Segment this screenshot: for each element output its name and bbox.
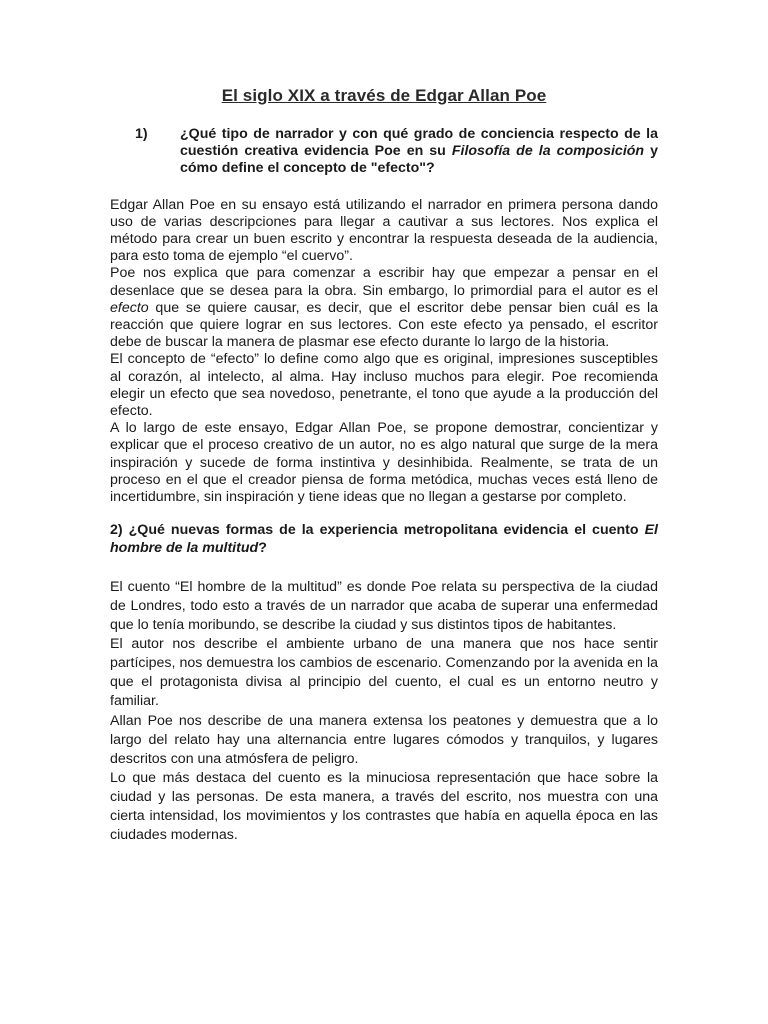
answer-2-paragraph-2: El autor nos describe el ambiente urbano de una manera que nos hace sentir partícipes, nos demuestra los cambios de escenario. Comenzando por la avenida en la que el protagonista divisa al principio del cuento, el cual es un entorno neutro y familiar. [110, 636, 658, 710]
answer-2-paragraph-4: Lo que más destaca del cuento es la minuciosa representación que hace sobre la ciudad y las personas. De esta manera, a través del escrito, nos muestra con una cierta intensidad, los movimientos y los contrastes que había en aquella época en las ciudades modernas. [110, 769, 658, 844]
question-2 [110, 522, 658, 558]
answer-1-paragraph-2 [110, 265, 658, 351]
question-2-text-part-b: ? [258, 540, 267, 557]
question-1-text [180, 126, 658, 178]
answer-2-paragraph-3: Allan Poe nos describe de una manera extensa los peatones y demuestra que a lo largo del relato hay una alternancia entre lugares cómodos y tranquilos, y lugares descritos con una atmósfera de peligro. [110, 712, 658, 767]
answer-1-paragraph-2-part-a: Poe nos explica que para comenzar a escribir hay que empezar a pensar en el desenlace que se desea para la obra. Sin embargo, lo primordial para el autor es el [110, 265, 658, 299]
answer-2-paragraph-1: El cuento “El hombre de la multitud” es donde Poe relata su perspectiva de la ciudad de Londres, todo esto a través de un narrador que acaba de superar una enfermedad que lo tenía moribundo, se describe la ciudad y sus distintos tipos de habitantes. [110, 578, 658, 634]
question-1 [110, 126, 658, 178]
question-1-text-part-b: y cómo define el concepto de "efecto"? [180, 143, 658, 177]
answer-2 [110, 578, 658, 845]
question-2-work-title: El hombre de la multitud [110, 522, 658, 557]
answer-1-paragraph-1: Edgar Allan Poe en su ensayo está utilizando el narrador en primera persona dando uso de varias descripciones para llegar a cautivar a sus lectores. Nos explica el método para crear un buen escrito y encontrar la respuesta deseada de la audiencia, para esto toma de ejemplo “el cuervo”. [110, 196, 658, 265]
question-1-number: 1) [135, 126, 148, 142]
answer-1-paragraph-2-part-b: que se quiere causar, es decir, que el escritor debe pensar bien cuál es la reacción que quiere lograr en sus lectores. Con este efecto ya pensado, el escritor debe de buscar la manera de plasmar ese efecto durante lo largo de la historia. [110, 299, 658, 351]
page-title: El siglo XIX a través de Edgar Allan Poe [221, 86, 547, 105]
question-1-text-part-a: ¿Qué tipo de narrador y con qué grado de conciencia respecto de la cuestión creativa evidencia Poe en su [180, 126, 658, 160]
answer-1 [110, 197, 658, 507]
answer-1-paragraph-3: El concepto de “efecto” lo define como algo que es original, impresiones susceptibles al corazón, al intelecto, al alma. Hay incluso muchos para elegir. Poe recomienda elegir un efecto que sea novedoso, penetrante, el tono que ayude a la producción del efecto. [110, 351, 658, 420]
answer-1-emphasis-efecto: efecto [110, 299, 149, 316]
answer-1-paragraph-4: A lo largo de este ensayo, Edgar Allan Poe, se propone demostrar, concientizar y explicar que el proceso creativo de un autor, no es algo natural que surge de la mera inspiración y sucede de forma instintiva y desinhibida. Realmente, se trata de un proceso en el que el creador piensa de forma metódica, muchas veces está lleno de incertidumbre, sin inspiración y tiene ideas que no llegan a gestarse por completo. [110, 420, 658, 506]
question-1-work-title: Filosofía de la composición [451, 143, 645, 160]
question-2-text-part-a: 2) ¿Qué nuevas formas de la experiencia metropolitana evidencia el cuento [110, 522, 645, 539]
